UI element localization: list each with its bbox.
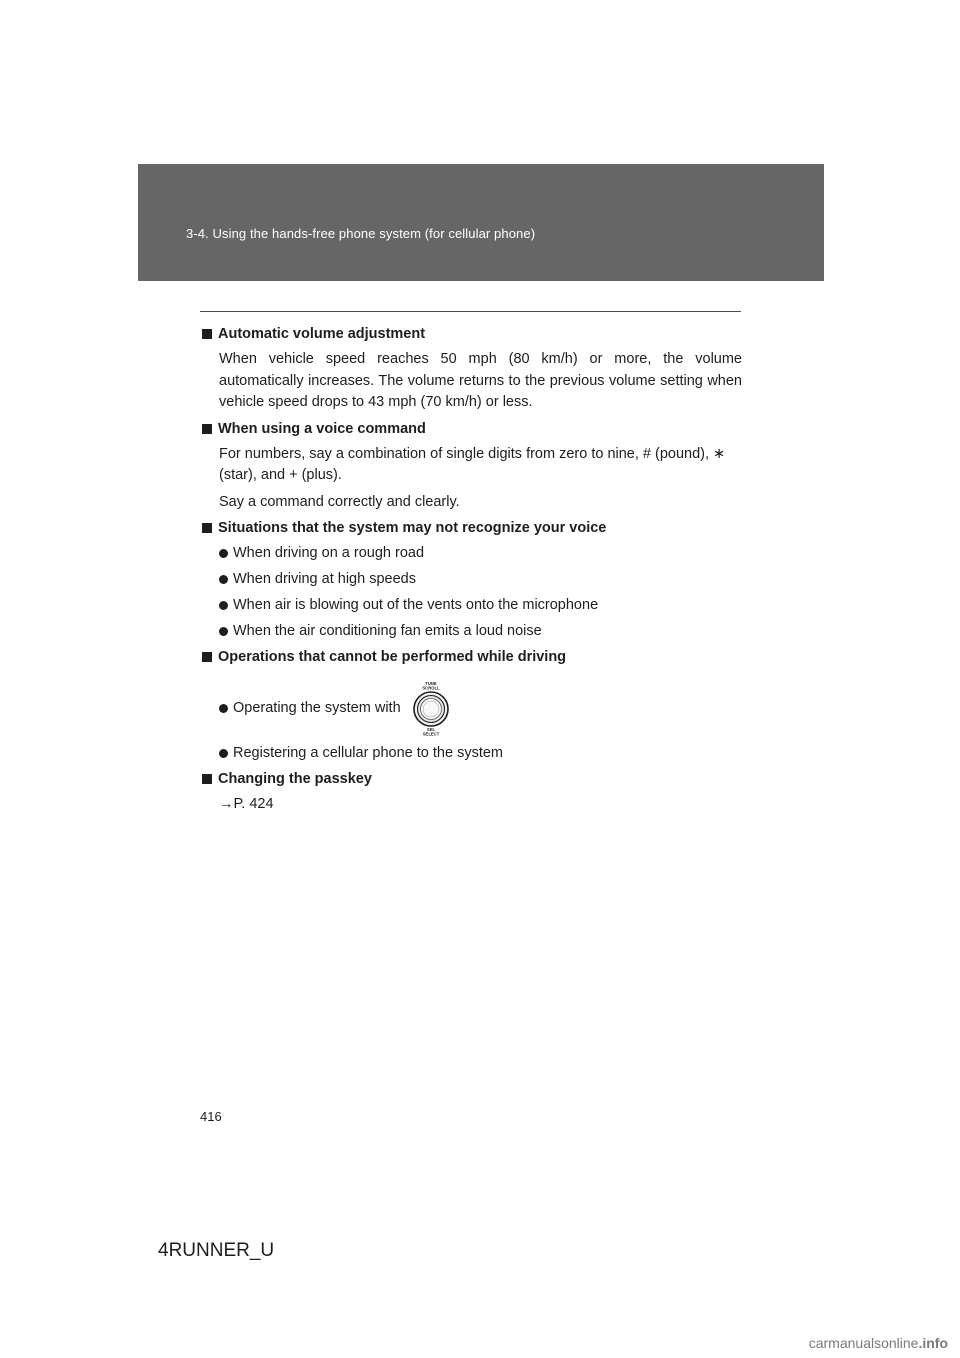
square-bullet-icon [202,523,212,533]
knob-label-bottom: SELECT [422,731,439,737]
section-heading [200,518,742,538]
round-bullet-icon [219,575,228,584]
section-paragraph: When vehicle speed reaches 50 mph (80 km/h) or more, the volume automatically increases. The volume returns to the previous volume setting when vehicle speed drops to 43 mph (70 km/h) or less. [219,351,742,410]
watermark: carmanualsonline.info [808,1335,948,1351]
round-bullet-icon [219,749,228,758]
list-item: Operating the system with TUNE SCROLL SEL SELECT [200,679,742,737]
list-item: When air is blowing out of the vents onto the microphone [200,595,742,615]
square-bullet-icon [202,652,212,662]
page-content [200,324,742,821]
list-item: Registering a cellular phone to the system [200,743,742,763]
square-bullet-icon [202,774,212,784]
heading-text: When using a voice command [218,420,426,437]
chapter-header [138,164,824,281]
heading-text: Automatic volume adjustment [218,326,426,342]
round-bullet-icon [219,549,228,558]
list-item: When driving on a rough road [200,543,742,563]
page-number: 416 [200,1109,222,1124]
square-bullet-icon [202,424,212,434]
knob-label-bottom: SEL [426,727,435,732]
section-heading [200,769,742,789]
round-bullet-icon [219,601,228,610]
square-bullet-icon [202,329,212,339]
round-bullet-icon [219,704,228,713]
section-paragraph: Say a command correctly and clearly. [219,493,460,510]
section-heading [200,324,742,344]
knob-label-top: TUNE [424,681,437,686]
list-item: When the air conditioning fan emits a loud noise [200,621,742,641]
heading-text: Situations that the system may not recognize your voice [218,520,607,536]
chapter-title: 3-4. Using the hands-free phone system (for cellular phone) [186,226,536,241]
header-rule [200,311,741,312]
page-reference: →P. 424 [219,796,274,812]
heading-text: Operations that cannot be performed while driving [218,649,567,665]
footer-model-code: 4RUNNER_U [158,1240,275,1261]
section-heading [200,647,742,667]
list-item: When driving at high speeds [200,569,742,589]
section-paragraph: For numbers, say a combination of single digits from zero to nine, # (pound), ∗ (star), and + (plus). [219,445,726,483]
heading-text: Changing the passkey [218,771,372,787]
tune-scroll-knob-icon [406,679,456,737]
round-bullet-icon [219,627,228,636]
section-heading [200,419,742,439]
knob-label-top: SCROLL [422,685,440,691]
